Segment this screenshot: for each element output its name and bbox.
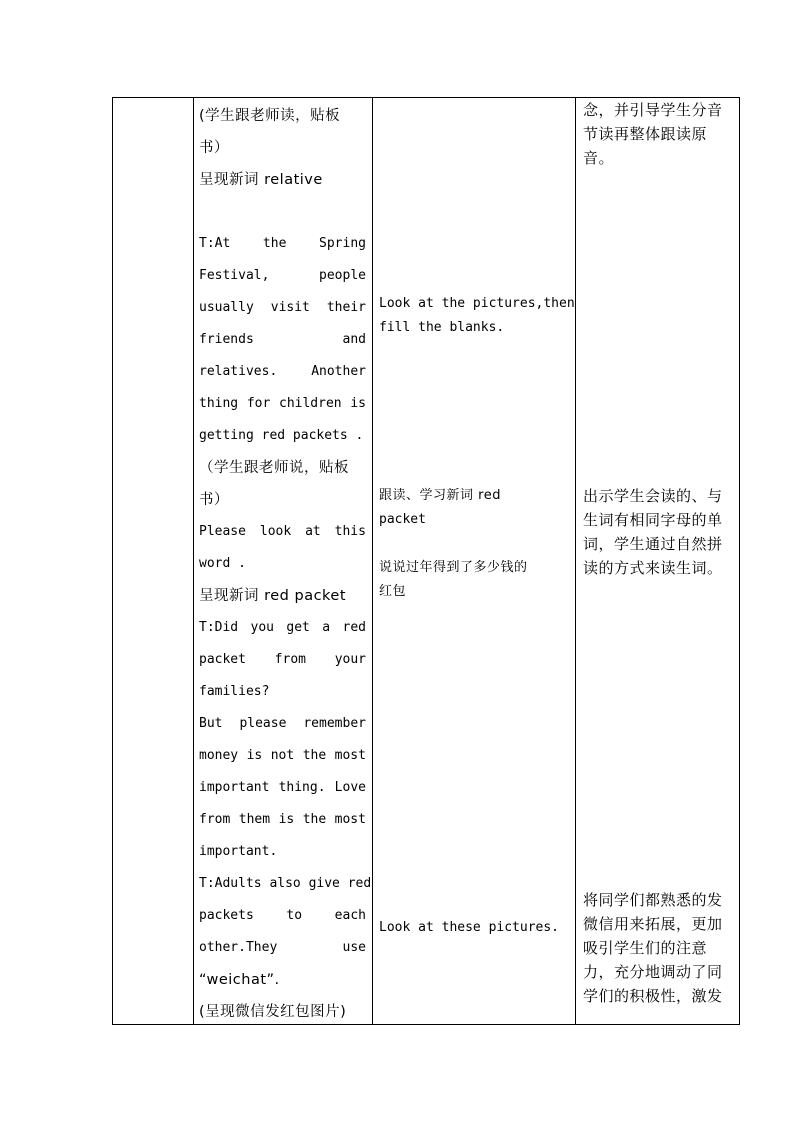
design-intent-line: 将同学们都熟悉的发: [583, 891, 723, 909]
teacher-activity-line: families?: [199, 684, 270, 699]
teacher-activity-line: important.: [199, 844, 278, 859]
teacher-activity-line: (呈现微信发红包图片): [199, 1004, 347, 1020]
teacher-activity-line: 书）: [199, 140, 229, 156]
teacher-activity-line: 书）: [199, 492, 229, 508]
column-divider: [575, 98, 576, 1024]
teacher-activity-line: getting red packets .: [199, 428, 364, 443]
design-intent-line: 出示学生会读的、与: [583, 487, 723, 505]
teacher-activity-line: T:Adults also give red: [199, 876, 372, 891]
teacher-activity-line: money is not the most: [199, 748, 366, 763]
teacher-activity-line: friends and: [199, 332, 366, 347]
teacher-activity-line: Please look at this: [199, 524, 366, 539]
teacher-activity-line: [199, 196, 366, 228]
teacher-activity-line: word .: [199, 556, 246, 571]
teacher-activity-line: T:Did you get a red: [199, 620, 366, 635]
student-activity-line: 跟读、学习新词 red: [379, 488, 501, 503]
design-intent-line: 音。: [583, 149, 615, 167]
teacher-activity-line: （学生跟老师说，贴板: [199, 460, 349, 476]
teacher-activity-line: packets to each: [199, 908, 366, 923]
col1-cell: [113, 98, 193, 1024]
lesson-table: [112, 97, 740, 1025]
student-activity-line: fill the blanks.: [379, 320, 505, 335]
teacher-activity-line: 呈现新词 red packet: [199, 588, 347, 604]
student-activity-line: 说说过年得到了多少钱的: [379, 560, 528, 575]
teacher-activity-line: But please remember: [199, 716, 366, 731]
design-intent-line: 读的方式来读生词。: [583, 559, 723, 577]
teacher-activity-cell: [199, 98, 372, 1024]
design-intent-line: 吸引学生们的注意: [583, 939, 708, 957]
student-activity-cell: [379, 98, 573, 1024]
teacher-activity-line: Festival, people: [199, 268, 366, 283]
student-activity-line: packet: [379, 512, 426, 527]
teacher-activity-line: important thing. Love: [199, 780, 366, 795]
teacher-activity-line: 呈现新词 relative: [199, 172, 323, 188]
design-intent-line: 词，学生通过自然拼: [583, 535, 723, 553]
design-intent-cell: [583, 98, 735, 1024]
student-activity-line: 红包: [379, 584, 407, 599]
teacher-activity-line: thing for children is: [199, 396, 366, 411]
student-activity-line: Look at the pictures,then: [379, 296, 575, 311]
teacher-activity-line: other.They use: [199, 940, 366, 955]
design-intent-line: 生词有相同字母的单: [583, 511, 723, 529]
teacher-activity-line: packet from your: [199, 652, 366, 667]
design-intent-line: 微信用来拓展，更加: [583, 915, 723, 933]
teacher-activity-line: “weichat”.: [199, 972, 280, 988]
teacher-activity-line: from them is the most: [199, 812, 366, 827]
design-intent-line: 念，并引导学生分音: [583, 101, 723, 119]
column-divider: [193, 98, 194, 1024]
student-activity-line: Look at these pictures.: [379, 920, 560, 935]
design-intent-line: 力，充分地调动了同: [583, 963, 723, 981]
teacher-activity-line: (学生跟老师读，贴板: [199, 108, 341, 124]
teacher-activity-line: T:At the Spring: [199, 236, 366, 251]
column-divider: [372, 98, 373, 1024]
design-intent-line: 节读再整体跟读原: [583, 125, 708, 143]
teacher-activity-line: relatives. Another: [199, 364, 366, 379]
design-intent-line: 学们的积极性，激发: [583, 987, 723, 1005]
teacher-activity-line: usually visit their: [199, 300, 366, 315]
